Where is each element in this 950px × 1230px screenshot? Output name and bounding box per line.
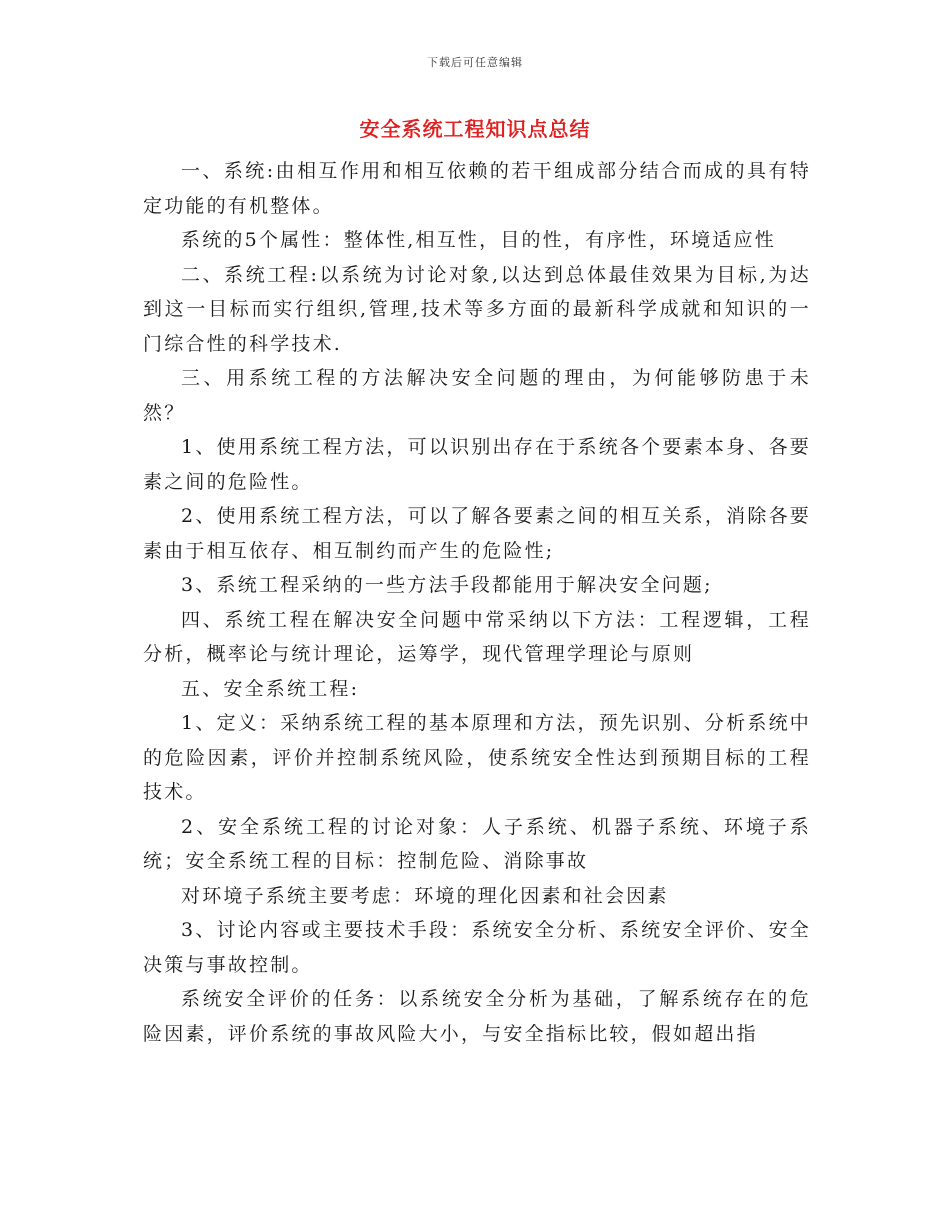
page-header: 下载后可任意编辑 [427, 56, 523, 69]
paragraph: 3、系统工程采纳的一些方法手段都能用于解决安全问题; [181, 574, 713, 596]
paragraph: 3、讨论内容或主要技术手段：系统安全分析、系统安全评价、安全决策与事故控制。 [143, 919, 811, 976]
paragraph: 1、定义：采纳系统工程的基本原理和方法，预先识别、分析系统中的危险因素，评价并控制系统风险，使系统安全性达到预期目标的工程技术。 [143, 712, 811, 803]
paragraph: 五、安全系统工程: [181, 677, 360, 700]
paragraph: 四、系统工程在解决安全问题中常采纳以下方法：工程逻辑，工程分析，概率论与统计理论，运筹学，现代管理学理论与原则 [143, 608, 811, 665]
paragraph: 1、使用系统工程方法，可以识别出存在于系统各个要素本身、各要素之间的危险性。 [143, 436, 811, 493]
paragraph: 系统的5个属性：整体性,相互性，目的性，有序性，环境适应性 [181, 229, 776, 251]
paragraph: 三、用系统工程的方法解决安全问题的理由，为何能够防患于未然？ [143, 367, 811, 424]
paragraph: 系统安全评价的任务：以系统安全分析为基础，了解系统存在的危险因素，评价系统的事故风险大小，与安全指标比较，假如超出指 [143, 988, 811, 1045]
document-title: 安全系统工程知识点总结 [359, 117, 591, 141]
paragraph: 二、系统工程:以系统为讨论对象,以达到总体最佳效果为目标,为达到这一目标而实行组织,管理,技术等多方面的最新科学成就和知识的一门综合性的科学技术. [143, 263, 811, 355]
document-body [143, 154, 811, 1051]
paragraph: 2、安全系统工程的讨论对象：人子系统、机器子系统、环境子系统；安全系统工程的目标：控制危险、消除事故 [143, 815, 811, 872]
paragraph: 一、系统:由相互作用和相互依赖的若干组成部分结合而成的具有特定功能的有机整体。 [143, 160, 811, 217]
paragraph: 对环境子系统主要考虑：环境的理化因素和社会因素 [181, 884, 669, 907]
paragraph: 2、使用系统工程方法，可以了解各要素之间的相互关系，消除各要素由于相互依存、相互制约而产生的危险性; [143, 505, 811, 562]
